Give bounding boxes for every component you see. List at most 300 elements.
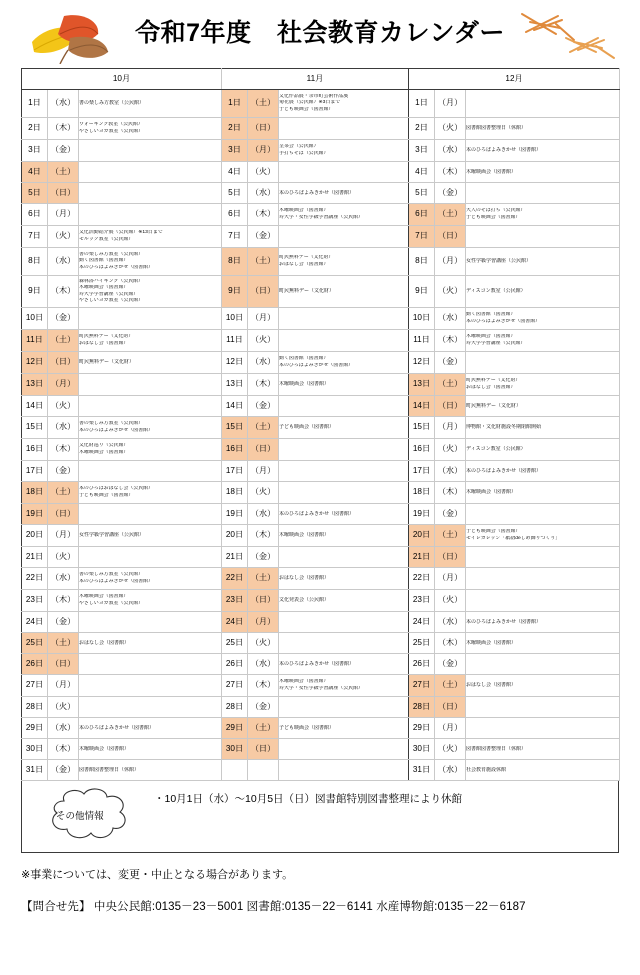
day-number: 29日 <box>409 718 435 739</box>
event-cell <box>279 504 409 525</box>
calendar-row <box>22 396 620 417</box>
event-entry: 子ども映画会（図書館） <box>79 492 134 498</box>
calendar-row <box>22 374 620 396</box>
event-entry: 本のひろばよみきかせ（図書館） <box>279 510 355 517</box>
day-number: 12日 <box>22 352 48 374</box>
event-cell <box>79 718 222 739</box>
event-cell <box>279 330 409 352</box>
event-cell <box>279 226 409 248</box>
calendar-row <box>22 352 620 374</box>
event-entry: ディスコン教室（公民館） <box>466 288 526 295</box>
event-cell <box>79 248 222 276</box>
day-of-week: （水） <box>435 308 466 330</box>
day-of-week: （土） <box>248 417 279 439</box>
day-number: 5日 <box>222 183 248 204</box>
day-of-week: （金） <box>48 461 79 482</box>
event-cell <box>279 183 409 204</box>
event-cell <box>466 204 620 226</box>
event-cell <box>79 308 222 330</box>
day-of-week: （水） <box>48 90 79 118</box>
day-number: 25日 <box>409 633 435 654</box>
day-of-week: （水） <box>248 183 279 204</box>
event-cell <box>279 439 409 461</box>
day-number: 15日 <box>222 417 248 439</box>
event-cell <box>279 525 409 547</box>
calendar-row <box>22 118 620 140</box>
social-education-calendar-table <box>21 68 620 781</box>
event-cell <box>79 612 222 633</box>
day-of-week: （木） <box>48 276 79 308</box>
day-number: 10日 <box>409 308 435 330</box>
day-number: 4日 <box>222 162 248 183</box>
day-number: 3日 <box>409 140 435 162</box>
day-number: 23日 <box>22 590 48 612</box>
event-entry: 木曜映画会（図書館） <box>79 449 129 455</box>
day-of-week: （木） <box>48 739 79 760</box>
month-header-nov: 11月 <box>222 69 409 90</box>
day-number: 17日 <box>409 461 435 482</box>
calendar-row <box>22 461 620 482</box>
day-number: 16日 <box>409 439 435 461</box>
calendar-row <box>22 504 620 525</box>
event-cell <box>279 760 409 781</box>
day-of-week: （土） <box>48 482 79 504</box>
event-cell <box>79 162 222 183</box>
day-of-week: （木） <box>248 525 279 547</box>
calendar-row <box>22 568 620 590</box>
event-entry: 本のひろばよみきかせ（図書館） <box>79 724 155 731</box>
event-cell <box>79 226 222 248</box>
calendar-row <box>22 675 620 697</box>
event-cell <box>79 417 222 439</box>
day-of-week: （金） <box>435 352 466 374</box>
event-entry: 町民無料デー（文化財） <box>79 359 135 366</box>
day-of-week: （日） <box>248 276 279 308</box>
day-of-week: （土） <box>435 204 466 226</box>
day-of-week: （金） <box>248 547 279 568</box>
event-cell <box>279 140 409 162</box>
day-number: 15日 <box>409 417 435 439</box>
day-of-week: （土） <box>248 248 279 276</box>
event-entry: 木曜映画会（図書館） <box>79 745 130 752</box>
event-cell <box>279 374 409 396</box>
event-cell <box>279 90 409 118</box>
day-of-week: （火） <box>248 162 279 183</box>
day-of-week: （日） <box>248 118 279 140</box>
day-of-week: （水） <box>48 718 79 739</box>
calendar-row <box>22 482 620 504</box>
event-entry: モイレカレッジ「紙紐deしめ飾りづくり」 <box>466 535 561 541</box>
day-of-week: （土） <box>248 718 279 739</box>
day-of-week: （火） <box>48 547 79 568</box>
day-of-week: （水） <box>48 417 79 439</box>
event-cell <box>466 525 620 547</box>
event-entry: 本のひろばおはなし会（公民館） <box>79 486 154 492</box>
day-number: 9日 <box>222 276 248 308</box>
day-number: 20日 <box>22 525 48 547</box>
day-of-week: （土） <box>248 568 279 590</box>
day-of-week: （水） <box>248 352 279 374</box>
day-number: 31日 <box>22 760 48 781</box>
event-entry: 木曜映画会（図書館） <box>79 285 129 291</box>
event-entry: 書の楽しみ方教室（公民館） <box>79 572 144 578</box>
day-of-week: （木） <box>48 118 79 140</box>
event-cell <box>466 140 620 162</box>
day-of-week: （日） <box>48 183 79 204</box>
day-number: 11日 <box>22 330 48 352</box>
event-entry: 社会教育施設休館 <box>466 766 507 773</box>
calendar-row <box>22 162 620 183</box>
event-cell <box>466 718 620 739</box>
event-entry: 菊花展（公民館）※3日まで <box>279 100 341 106</box>
day-of-week: （火） <box>248 330 279 352</box>
day-number: 20日 <box>409 525 435 547</box>
day-of-week: （火） <box>435 739 466 760</box>
event-cell <box>279 633 409 654</box>
event-entry: 本のひろばよみきかせ（図書館） <box>79 427 154 433</box>
day-of-week: （月） <box>435 90 466 118</box>
day-of-week: （土） <box>435 374 466 396</box>
day-of-week: （水） <box>435 461 466 482</box>
day-number: 25日 <box>222 633 248 654</box>
event-cell <box>279 204 409 226</box>
day-of-week: （火） <box>435 590 466 612</box>
day-number: 4日 <box>22 162 48 183</box>
day-number: 12日 <box>222 352 248 374</box>
event-entry: 図書館図書整理日（休館） <box>466 745 527 752</box>
event-entry: 動く図書館（図書館） <box>466 312 516 318</box>
day-of-week: （木） <box>248 204 279 226</box>
event-cell <box>466 612 620 633</box>
day-of-week: （土） <box>48 330 79 352</box>
day-number: 23日 <box>222 590 248 612</box>
event-entry: 子ども映画会（図書館） <box>466 214 521 220</box>
event-cell <box>466 248 620 276</box>
event-cell <box>279 162 409 183</box>
event-cell <box>79 374 222 396</box>
event-cell <box>279 654 409 675</box>
event-entry: 木曜映画会（図書館） <box>279 532 330 539</box>
event-entry: 町民無料デー（文化財） <box>466 378 521 384</box>
page-header <box>0 0 640 68</box>
event-cell <box>279 697 409 718</box>
day-number: 31日 <box>409 760 435 781</box>
event-cell <box>466 675 620 697</box>
calendar-row <box>22 276 620 308</box>
event-cell <box>79 568 222 590</box>
event-cell <box>466 482 620 504</box>
day-number: 13日 <box>22 374 48 396</box>
event-cell <box>79 461 222 482</box>
day-number: 25日 <box>22 633 48 654</box>
day-number: 11日 <box>409 330 435 352</box>
day-number: 27日 <box>409 675 435 697</box>
event-entry: 本のひろばよみきかせ（図書館） <box>279 362 354 368</box>
day-number: 6日 <box>22 204 48 226</box>
day-number: 18日 <box>222 482 248 504</box>
event-entry: 子ども映画会（図書館） <box>279 424 335 431</box>
event-entry: おはなし会（図書館） <box>466 384 516 390</box>
day-of-week: （火） <box>435 439 466 461</box>
dragonfly-icon <box>504 6 624 64</box>
day-number: 5日 <box>22 183 48 204</box>
day-number: 22日 <box>222 568 248 590</box>
event-entry: 町民無料デー（文化財） <box>79 334 134 340</box>
calendar-row <box>22 612 620 633</box>
event-entry: ディスコン教室（公民館） <box>466 446 526 453</box>
event-entry: 森林浴ハイキング（公民館） <box>79 278 144 284</box>
day-of-week: （月） <box>435 417 466 439</box>
event-cell <box>466 568 620 590</box>
event-cell <box>79 590 222 612</box>
day-number: 22日 <box>22 568 48 590</box>
day-of-week: （金） <box>48 760 79 781</box>
event-entry: 木曜映画会（図書館） <box>279 381 330 388</box>
day-number: 2日 <box>222 118 248 140</box>
month-header-row <box>22 69 620 90</box>
day-number: 28日 <box>22 697 48 718</box>
day-of-week: （木） <box>48 590 79 612</box>
day-number: 2日 <box>22 118 48 140</box>
day-of-week: （水） <box>435 140 466 162</box>
event-cell <box>466 90 620 118</box>
calendar-body <box>22 90 620 781</box>
day-number: 18日 <box>409 482 435 504</box>
day-of-week: （日） <box>248 439 279 461</box>
day-number: 15日 <box>22 417 48 439</box>
event-cell <box>279 248 409 276</box>
day-number: 6日 <box>222 204 248 226</box>
day-number: 19日 <box>409 504 435 525</box>
event-cell <box>279 612 409 633</box>
calendar-row <box>22 697 620 718</box>
day-of-week: （月） <box>48 525 79 547</box>
event-cell <box>279 461 409 482</box>
calendar-row <box>22 547 620 568</box>
event-entry: 町民無料デー（文化財） <box>279 255 334 261</box>
event-cell <box>466 308 620 330</box>
event-entry: 寿大学学習講座（公民館） <box>79 291 139 297</box>
event-cell <box>466 396 620 417</box>
day-of-week: （火） <box>248 482 279 504</box>
other-info-box <box>21 781 619 853</box>
day-number: 11日 <box>222 330 248 352</box>
event-entry: 博物館・文化財施設冬期閉館開始 <box>466 424 542 431</box>
event-cell <box>466 183 620 204</box>
event-entry: 子ども映画会（図書館） <box>279 106 334 112</box>
event-cell <box>79 760 222 781</box>
footer-contact: 【問合せ先】 中央公民館:0135－23－5001 図書館:0135－22－6141 水産博物館:0135－22－6187 <box>21 901 526 913</box>
calendar-row <box>22 417 620 439</box>
event-cell <box>279 718 409 739</box>
event-entry: 木曜映画会（図書館） <box>79 594 129 600</box>
event-cell <box>279 417 409 439</box>
day-of-week: （月） <box>248 308 279 330</box>
day-number: 30日 <box>409 739 435 760</box>
day-number: 21日 <box>22 547 48 568</box>
event-entry: 図書館図書整理日（休館） <box>79 766 140 773</box>
day-of-week: （水） <box>248 504 279 525</box>
calendar-row <box>22 330 620 352</box>
event-entry: 子ども映画会（図書館） <box>466 529 521 535</box>
day-of-week: （水） <box>48 248 79 276</box>
page-footer <box>21 866 619 914</box>
day-of-week: （月） <box>248 612 279 633</box>
event-cell <box>279 118 409 140</box>
event-entry: 本のひろばよみきかせ（図書館） <box>466 147 542 154</box>
event-entry: おはなし会（図書館） <box>79 340 129 346</box>
day-number: 18日 <box>22 482 48 504</box>
day-number: 17日 <box>222 461 248 482</box>
day-number: 16日 <box>22 439 48 461</box>
day-of-week: （火） <box>48 396 79 417</box>
event-cell <box>466 417 620 439</box>
day-number: 1日 <box>22 90 48 118</box>
event-cell <box>466 439 620 461</box>
event-cell <box>466 739 620 760</box>
event-cell <box>466 654 620 675</box>
event-cell <box>279 590 409 612</box>
day-number: 21日 <box>222 547 248 568</box>
day-number: 24日 <box>22 612 48 633</box>
day-number: 7日 <box>409 226 435 248</box>
day-number: 5日 <box>409 183 435 204</box>
day-of-week: （土） <box>435 525 466 547</box>
day-number: 17日 <box>22 461 48 482</box>
day-number: 30日 <box>222 739 248 760</box>
event-entry: おはなし会（図書館） <box>79 639 130 646</box>
event-entry: 町民無料デー（文化財） <box>466 402 522 409</box>
day-of-week: （金） <box>248 226 279 248</box>
day-of-week: （月） <box>48 374 79 396</box>
event-entry: 書の楽しみ方教室（公民館） <box>79 421 144 427</box>
calendar-row <box>22 718 620 739</box>
event-entry: おはなし会（図書館） <box>466 682 517 689</box>
event-entry: 文化財巡り（公民館） <box>79 443 129 449</box>
event-cell <box>466 697 620 718</box>
day-number: 10日 <box>22 308 48 330</box>
event-cell <box>279 396 409 417</box>
event-entry: 書の楽しみ方教室（公民館） <box>79 100 145 107</box>
event-cell <box>466 590 620 612</box>
day-of-week: （土） <box>48 633 79 654</box>
day-number: 28日 <box>222 697 248 718</box>
event-cell <box>79 675 222 697</box>
day-of-week: （木） <box>435 162 466 183</box>
event-cell <box>79 482 222 504</box>
day-of-week: （金） <box>248 396 279 417</box>
calendar-row <box>22 654 620 675</box>
day-of-week: （日） <box>248 590 279 612</box>
day-number: 8日 <box>222 248 248 276</box>
event-cell <box>279 547 409 568</box>
event-cell <box>79 352 222 374</box>
day-number: 1日 <box>222 90 248 118</box>
event-cell <box>79 183 222 204</box>
day-of-week: （月） <box>435 248 466 276</box>
day-number: 7日 <box>222 226 248 248</box>
day-number: 13日 <box>409 374 435 396</box>
event-entry: ウォーキング教室（公民館） <box>79 122 143 128</box>
event-cell <box>279 482 409 504</box>
event-entry: 大人のそば打ち（公民館） <box>466 208 526 214</box>
event-cell <box>279 568 409 590</box>
day-number: 14日 <box>222 396 248 417</box>
event-cell <box>79 276 222 308</box>
day-of-week <box>248 760 279 781</box>
calendar-row <box>22 226 620 248</box>
day-number: 14日 <box>22 396 48 417</box>
day-of-week: （日） <box>48 352 79 374</box>
calendar-table-wrap <box>21 68 619 781</box>
event-cell <box>466 461 620 482</box>
day-of-week: （木） <box>48 439 79 461</box>
event-entry: 寿大学・女性学級学習講座（公民館） <box>279 214 363 220</box>
calendar-row <box>22 525 620 547</box>
event-cell <box>279 308 409 330</box>
day-number: 8日 <box>409 248 435 276</box>
month-header-oct: 10月 <box>22 69 222 90</box>
calendar-row <box>22 590 620 612</box>
day-number: 22日 <box>409 568 435 590</box>
day-of-week: （金） <box>48 308 79 330</box>
day-of-week: （火） <box>435 118 466 140</box>
day-of-week: （火） <box>435 276 466 308</box>
event-cell <box>466 547 620 568</box>
day-number: 19日 <box>22 504 48 525</box>
day-number: 26日 <box>22 654 48 675</box>
day-of-week: （日） <box>435 697 466 718</box>
event-entry: 本のひろばよみきかせ（図書館） <box>79 264 154 270</box>
day-of-week: （水） <box>48 568 79 590</box>
event-cell <box>79 504 222 525</box>
day-number: 27日 <box>222 675 248 697</box>
event-cell <box>79 697 222 718</box>
event-entry: 木曜映画会（図書館） <box>466 489 517 496</box>
event-cell <box>279 276 409 308</box>
day-of-week: （土） <box>48 162 79 183</box>
event-cell <box>466 760 620 781</box>
other-info-line: ・10月1日（水）～10月5日（日）図書館特別図書整理により休館 <box>154 793 463 805</box>
day-of-week: （土） <box>435 675 466 697</box>
event-cell <box>79 90 222 118</box>
event-entry: 本のひろばよみきかせ（図書館） <box>466 318 541 324</box>
event-cell <box>466 352 620 374</box>
event-cell <box>79 739 222 760</box>
day-number: 24日 <box>222 612 248 633</box>
event-cell <box>279 352 409 374</box>
event-cell <box>466 162 620 183</box>
event-cell <box>466 374 620 396</box>
calendar-row <box>22 90 620 118</box>
day-of-week: （木） <box>435 330 466 352</box>
event-entry: 図書館図書整理日（休館） <box>466 125 527 132</box>
day-number: 27日 <box>22 675 48 697</box>
event-entry: やさしいヨガ教室（公民館） <box>79 297 144 303</box>
event-cell <box>466 633 620 654</box>
day-number: 29日 <box>22 718 48 739</box>
event-entry: モルック教室（公民館） <box>79 236 134 242</box>
day-of-week: （金） <box>435 504 466 525</box>
day-number: 9日 <box>409 276 435 308</box>
day-of-week: （木） <box>248 374 279 396</box>
day-of-week: （月） <box>435 718 466 739</box>
day-of-week: （月） <box>435 568 466 590</box>
event-entry: 木曜映画会（図書館） <box>279 679 329 685</box>
event-entry: 女性学級学習講座（公民館） <box>79 532 145 539</box>
day-number: 7日 <box>22 226 48 248</box>
event-entry: 動く図書館（図書館） <box>279 356 329 362</box>
